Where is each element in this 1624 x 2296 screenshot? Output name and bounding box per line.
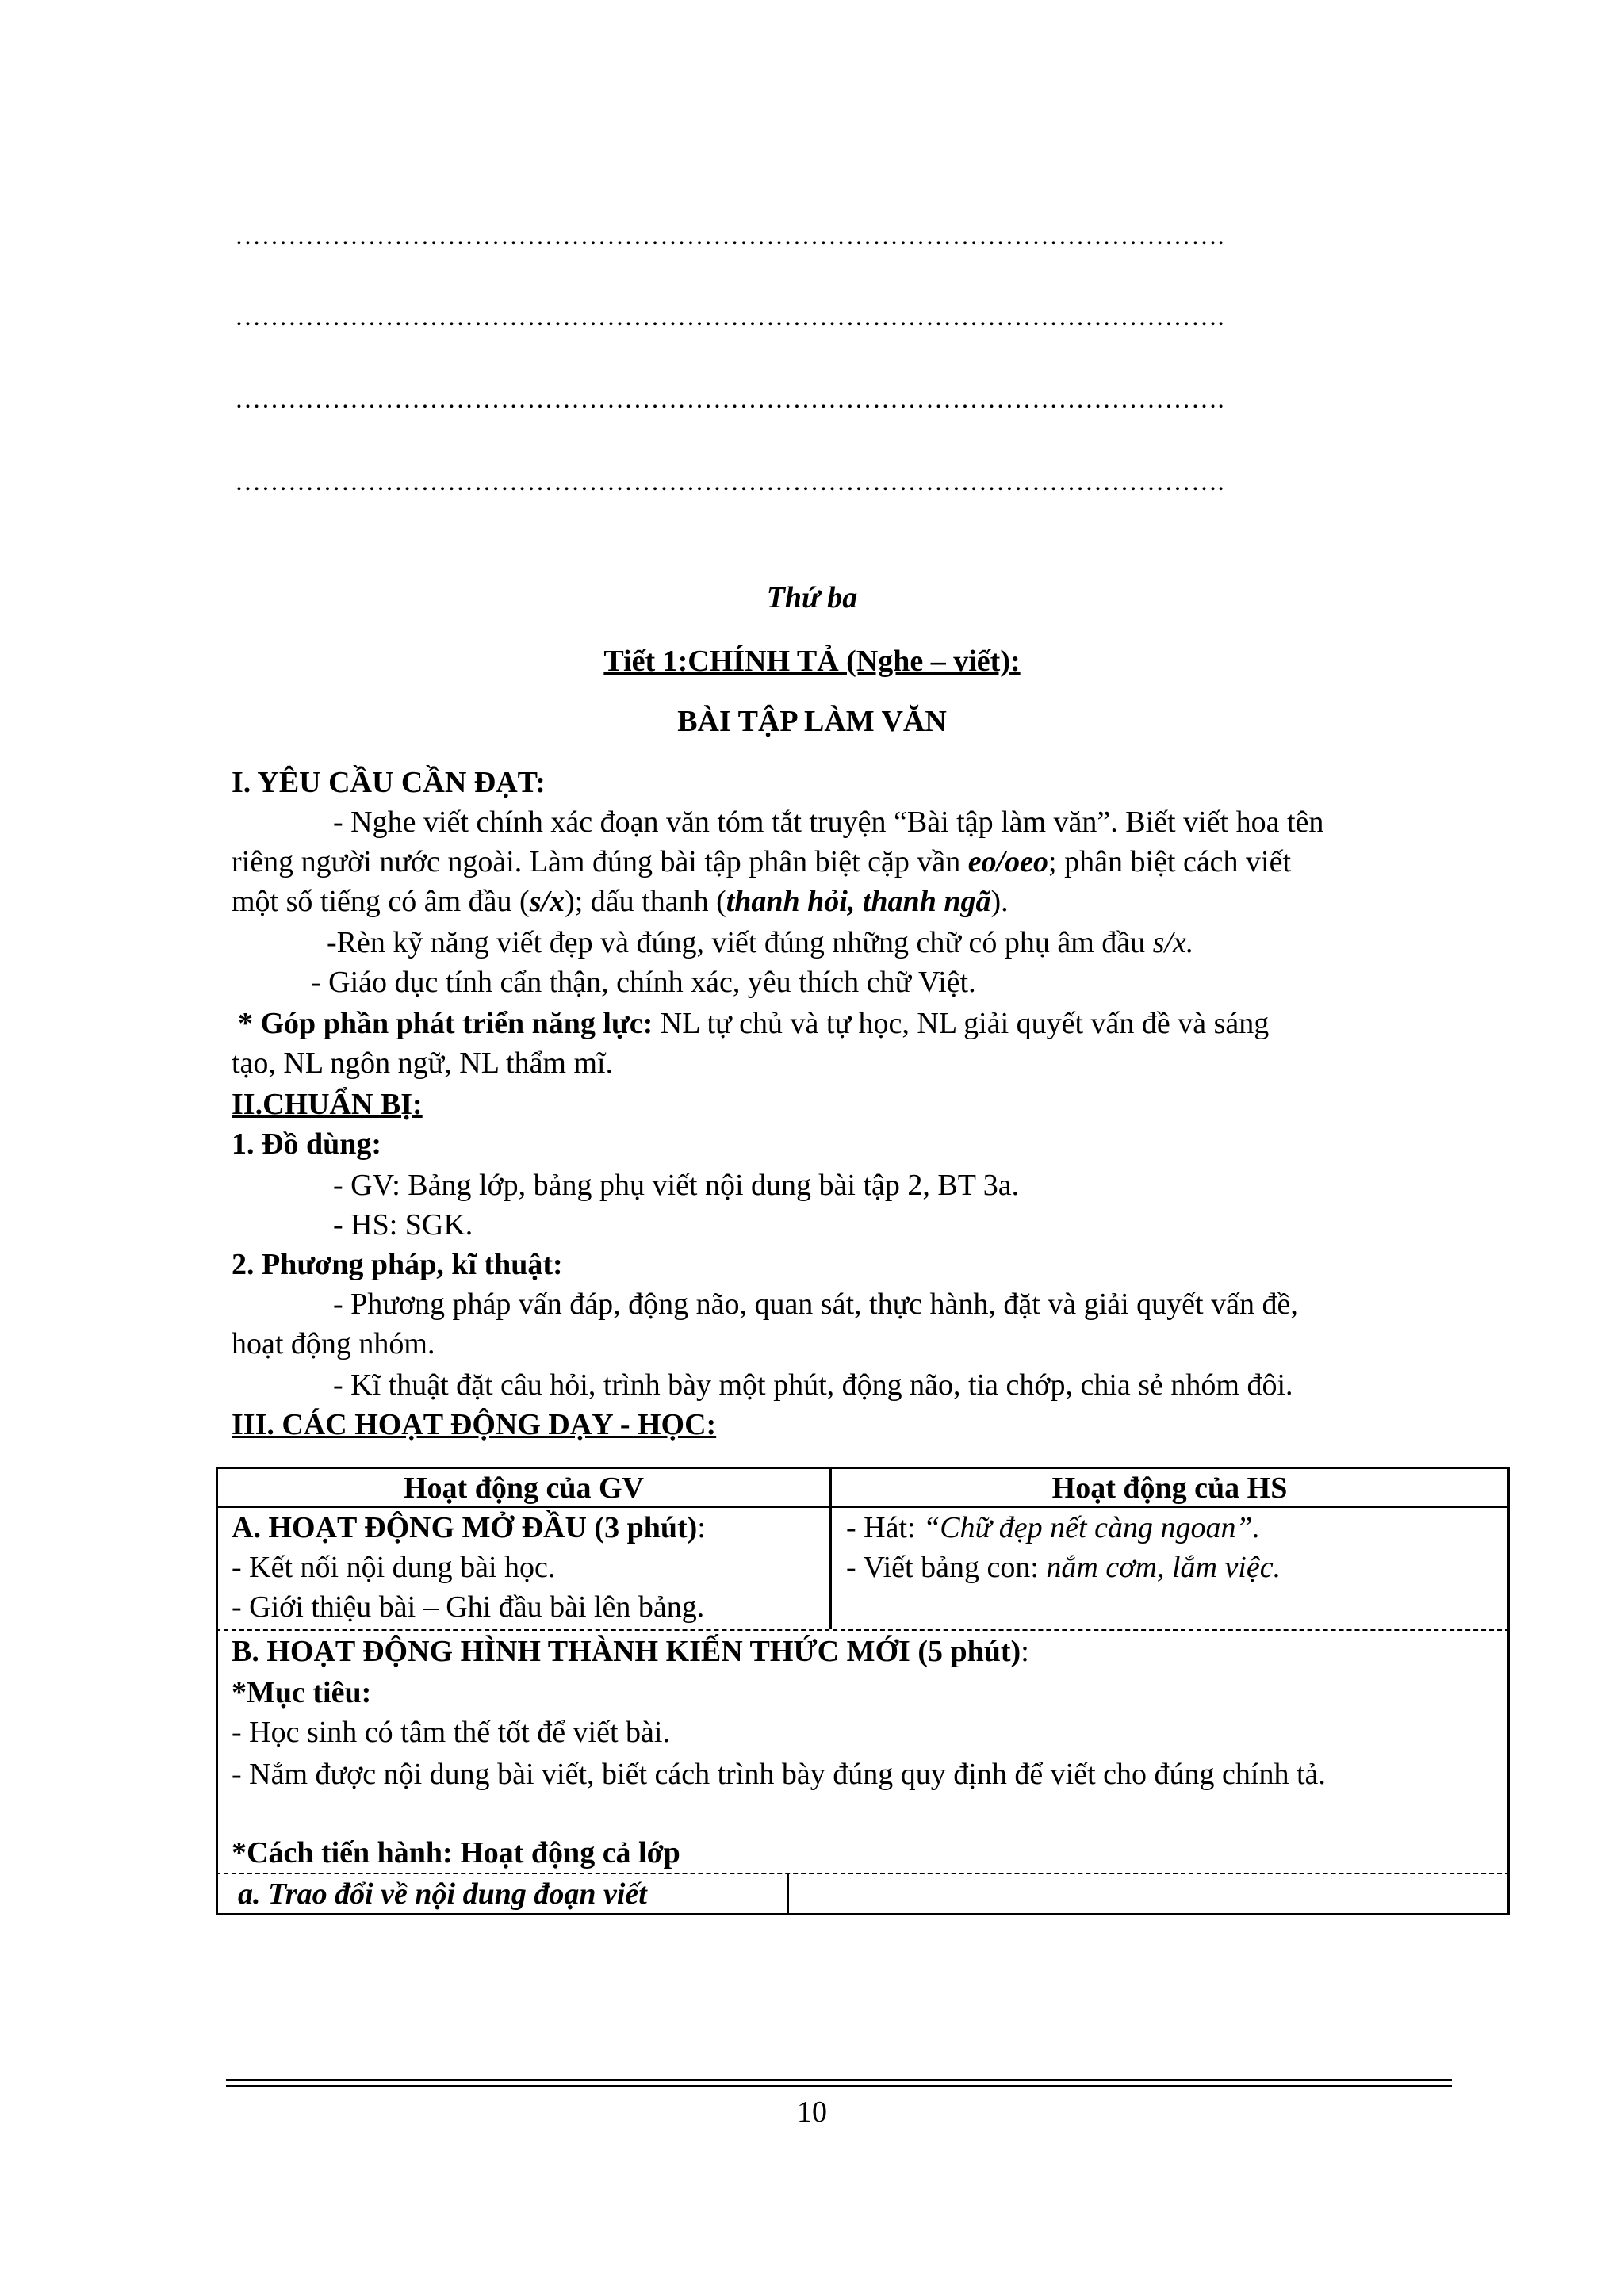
section1-p2: -Rèn kỹ năng viết đẹp và đúng, viết đúng những chữ có phụ âm đầu s/x.: [327, 926, 1194, 959]
footer-rule-bottom: [226, 2085, 1452, 2087]
section1-p1-c: một số tiếng có âm đầu (s/x); dấu thanh (thanh hỏi, thanh ngã).: [232, 885, 1009, 918]
section2-hs: - HS: SGK.: [333, 1208, 473, 1242]
section2-sub2: 2. Phương pháp, kĩ thuật:: [232, 1248, 563, 1281]
day-label: Thứ ba: [766, 581, 858, 614]
section1-p4-cont: tạo, NL ngôn ngữ, NL thẩm mĩ.: [232, 1047, 614, 1080]
dotted-line-4: ………………………………………………………………………………………………….: [235, 468, 1225, 496]
section2-heading: II.CHUẨN BỊ:: [232, 1088, 423, 1121]
row-b-line-1: - Học sinh có tâm thế tốt để viết bài.: [232, 1716, 670, 1749]
row-a-hs-1: - Hát: “Chữ đẹp nết càng ngoan”.: [846, 1511, 1261, 1544]
row-b-goal: *Mục tiêu:: [232, 1676, 372, 1709]
dotted-line-2: ………………………………………………………………………………………………….: [235, 303, 1225, 331]
row-a-gv-1: - Kết nối nội dung bài học.: [232, 1551, 556, 1584]
dotted-line-3: ………………………………………………………………………………………………….: [235, 385, 1225, 414]
section1-p1-a: - Nghe viết chính xác đoạn văn tóm tắt truyện “Bài tập làm văn”. Biết viết hoa tên: [333, 806, 1324, 839]
section2-sub1: 1. Đồ dùng:: [232, 1127, 381, 1161]
row-a-sub: a. Trao đổi về nội dung đoạn viết: [238, 1877, 647, 1911]
dotted-line-1: ………………………………………………………………………………………………….: [235, 222, 1225, 251]
page-number: 10: [797, 2095, 827, 2129]
section2-pp2: - Kĩ thuật đặt câu hỏi, trình bày một phút, động não, tia chớp, chia sẻ nhóm đôi.: [333, 1368, 1293, 1402]
row-a-hs-2: - Viết bảng con: nắm cơm, lắm việc.: [846, 1551, 1281, 1584]
footer-rule-top: [226, 2079, 1452, 2081]
lesson-name: BÀI TẬP LÀM VĂN: [677, 705, 947, 738]
section1-heading: I. YÊU CẦU CẦN ĐẠT:: [232, 766, 546, 799]
section1-p4: * Góp phần phát triển năng lực: NL tự chủ và tự học, NL giải quyết vấn đề và sáng: [238, 1007, 1270, 1040]
section2-pp1-cont: hoạt động nhóm.: [232, 1327, 435, 1360]
row-a-title: A. HOẠT ĐỘNG MỞ ĐẦU (3 phút):: [232, 1511, 706, 1544]
section1-p3: - Giáo dục tính cẩn thận, chính xác, yêu thích chữ Việt.: [311, 966, 976, 999]
section1-p1-b: riêng người nước ngoài. Làm đúng bài tập phân biệt cặp vần eo/oeo; phân biệt cách viết: [232, 845, 1292, 878]
row-b-method: *Cách tiến hành: Hoạt động cả lớp: [232, 1836, 680, 1869]
row-a-gv-2: - Giới thiệu bài – Ghi đầu bài lên bảng.: [232, 1590, 705, 1624]
section2-pp1: - Phương pháp vấn đáp, động não, quan sát, thực hành, đặt và giải quyết vấn đề,: [333, 1288, 1298, 1321]
table-header-gv: Hoạt động của GV: [404, 1471, 644, 1505]
section3-heading: III. CÁC HOẠT ĐỘNG DẠY - HỌC:: [232, 1408, 717, 1441]
table-header-hs: Hoạt động của HS: [1051, 1471, 1288, 1505]
lesson-title: Tiết 1:CHÍNH TẢ (Nghe – viết):: [603, 645, 1021, 678]
row-b-line-2: - Nắm được nội dung bài viết, biết cách trình bày đúng quy định để viết cho đúng chính tả.: [232, 1758, 1326, 1791]
row-b-title: B. HOẠT ĐỘNG HÌNH THÀNH KIẾN THỨC MỚI (5 phút):: [232, 1635, 1029, 1668]
section2-gv: - GV: Bảng lớp, bảng phụ viết nội dung bài tập 2, BT 3a.: [333, 1169, 1020, 1202]
